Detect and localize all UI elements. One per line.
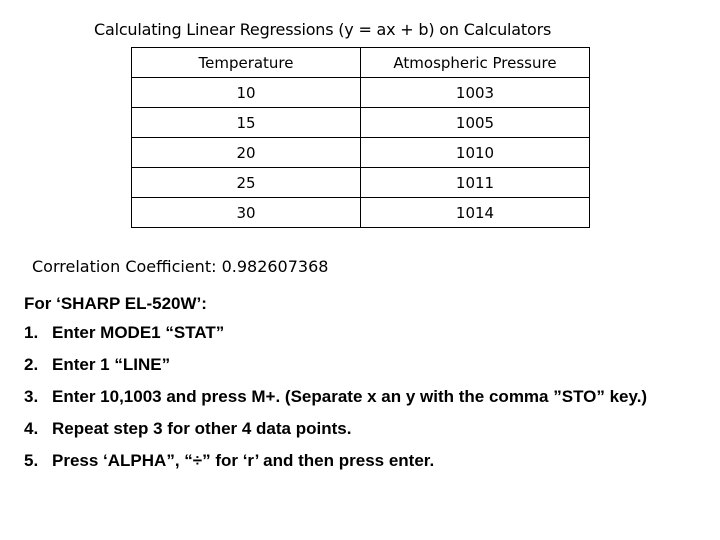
step-number: 5. <box>24 451 39 470</box>
list-item <box>24 419 647 451</box>
cell-pressure: 1014 <box>361 198 590 228</box>
step-text: Enter MODE1 “STAT” <box>52 323 225 342</box>
step-text: Press ‘ALPHA”, “÷” for ‘r’ and then press enter. <box>52 451 435 470</box>
step-text: Enter 10,1003 and press M+. (Separate x an y with the comma ”STO” key.) <box>52 387 648 406</box>
step-number: 2. <box>24 355 39 374</box>
cell-temperature: 20 <box>132 138 361 168</box>
instructions-heading: For ‘SHARP EL-520W’: <box>24 294 207 313</box>
page-title: Calculating Linear Regressions (y = ax + b) on Calculators <box>94 20 552 39</box>
cell-pressure: 1005 <box>361 108 590 138</box>
list-item <box>24 323 647 355</box>
step-number: 1. <box>24 323 39 342</box>
table-row <box>132 138 590 168</box>
table-row <box>132 198 590 228</box>
cell-temperature: 10 <box>132 78 361 108</box>
step-text: Enter 1 “LINE” <box>52 355 171 374</box>
correlation-coefficient: Correlation Coefficient: 0.982607368 <box>32 257 329 276</box>
table-row <box>132 168 590 198</box>
cell-pressure: 1003 <box>361 78 590 108</box>
list-item <box>24 387 647 419</box>
step-number: 3. <box>24 387 39 406</box>
table-header-row <box>132 48 590 78</box>
column-header-pressure: Atmospheric Pressure <box>361 48 590 78</box>
cell-temperature: 30 <box>132 198 361 228</box>
table-row <box>132 108 590 138</box>
step-number: 4. <box>24 419 39 438</box>
list-item <box>24 451 647 483</box>
cell-pressure: 1011 <box>361 168 590 198</box>
instruction-steps <box>24 323 647 483</box>
list-item <box>24 355 647 387</box>
cell-temperature: 15 <box>132 108 361 138</box>
table-row <box>132 78 590 108</box>
data-table <box>131 47 590 228</box>
step-text: Repeat step 3 for other 4 data points. <box>52 419 352 438</box>
cell-temperature: 25 <box>132 168 361 198</box>
cell-pressure: 1010 <box>361 138 590 168</box>
column-header-temperature: Temperature <box>132 48 361 78</box>
